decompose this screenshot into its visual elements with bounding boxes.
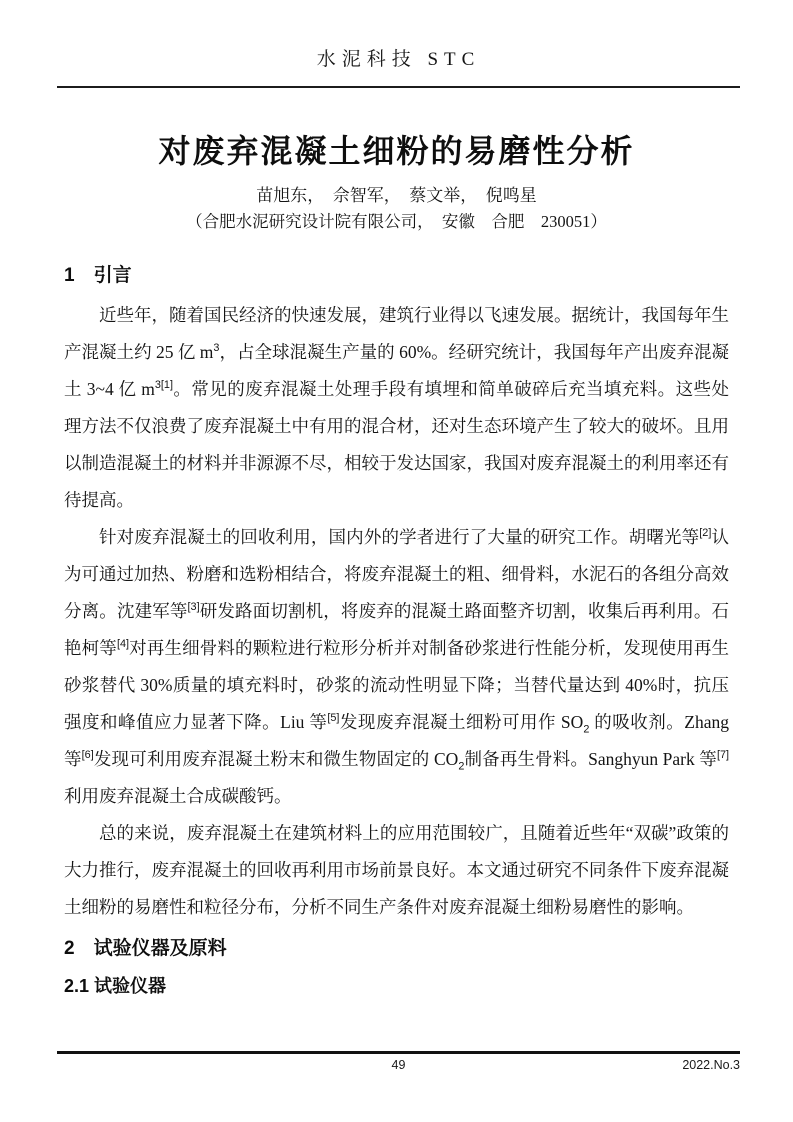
article-title: 对废弃混凝土细粉的易磨性分析 xyxy=(158,133,635,169)
footer-divider xyxy=(57,1051,740,1054)
section-heading-equipment: 2 试验仪器及原料 xyxy=(64,938,227,959)
running-header xyxy=(57,0,740,88)
footer-row xyxy=(57,1056,740,1076)
section-heading-introduction: 1 引言 xyxy=(64,265,132,286)
header-divider xyxy=(57,86,740,88)
affiliation: （合肥水泥研究设计院有限公司， 安徽 合肥 230051） xyxy=(186,212,607,231)
page-number: 49 xyxy=(391,1058,406,1072)
intro-paragraph-2: 针对废弃混凝土的回收利用，国内外的学者进行了大量的研究工作。胡曙光等[2]认为可通过加热、粉磨和选粉相结合，将废弃混凝土的粗、细骨料，水泥石的各组分高效分离。沈建军等[3]研发路面切割机，将废弃的混凝土路面整齐切割，收集后再利用。石艳柯等[4]对再生细骨料的颗粒进行粒形分析并对制备砂浆进行性能分析，发现使用再生砂浆替代 30%质量的填充料时，砂浆的流动性明显下降；当替代量达到 40%时，抗压强度和峰值应力显著下降。Liu 等[5]发现废弃混凝土细粉可用作 $SO_2$ 的吸收剂。Zhang 等[6]发现可利用废弃混凝土粉末和微生物固定的 $CO_2$制备再生骨料。Sanghyun Park 等[7]利用废弃混凝土合成碳酸钙。 xyxy=(64,527,730,806)
issue-label: 2022.No.3 xyxy=(682,1058,740,1072)
intro-paragraph-3: 总的来说，废弃混凝土在建筑材料上的应用范围较广，且随着近些年“双碳”政策的大力推行，废弃混凝土的回收再利用市场前景良好。本文通过研究不同条件下废弃混凝土细粉的易磨性和粒径分布，分析不同生产条件对废弃混凝土细粉易磨性的影响。 xyxy=(64,823,729,917)
author-list: 苗旭东， 佘智军， 蔡文举， 倪鸣星 xyxy=(256,186,537,205)
section-heading-instruments: 2.1 试验仪器 xyxy=(64,976,167,996)
journal-title: 水泥科技 STC xyxy=(316,49,481,70)
intro-paragraph-1: 近些年，随着国民经济的快速发展，建筑行业得以飞速发展。据统计，我国每年生产混凝土约 25 亿 $m^3$，占全球混凝生产量的 60%。经研究统计，我国每年产出废弃混凝土 3~4 亿 $m^{3[1]}$。常见的废弃混凝土处理手段有填埋和简单破碎后充当填充料。这些处理方法不仅浪费了废弃混凝土中有用的混合材，还对生态环境产生了较大的破坏。且用以制造混凝土的材料并非源源不尽，相较于发达国家，我国对废弃混凝土的利用率还有待提高。 xyxy=(64,305,729,510)
article-body xyxy=(64,129,729,998)
page-footer xyxy=(57,1051,740,1076)
